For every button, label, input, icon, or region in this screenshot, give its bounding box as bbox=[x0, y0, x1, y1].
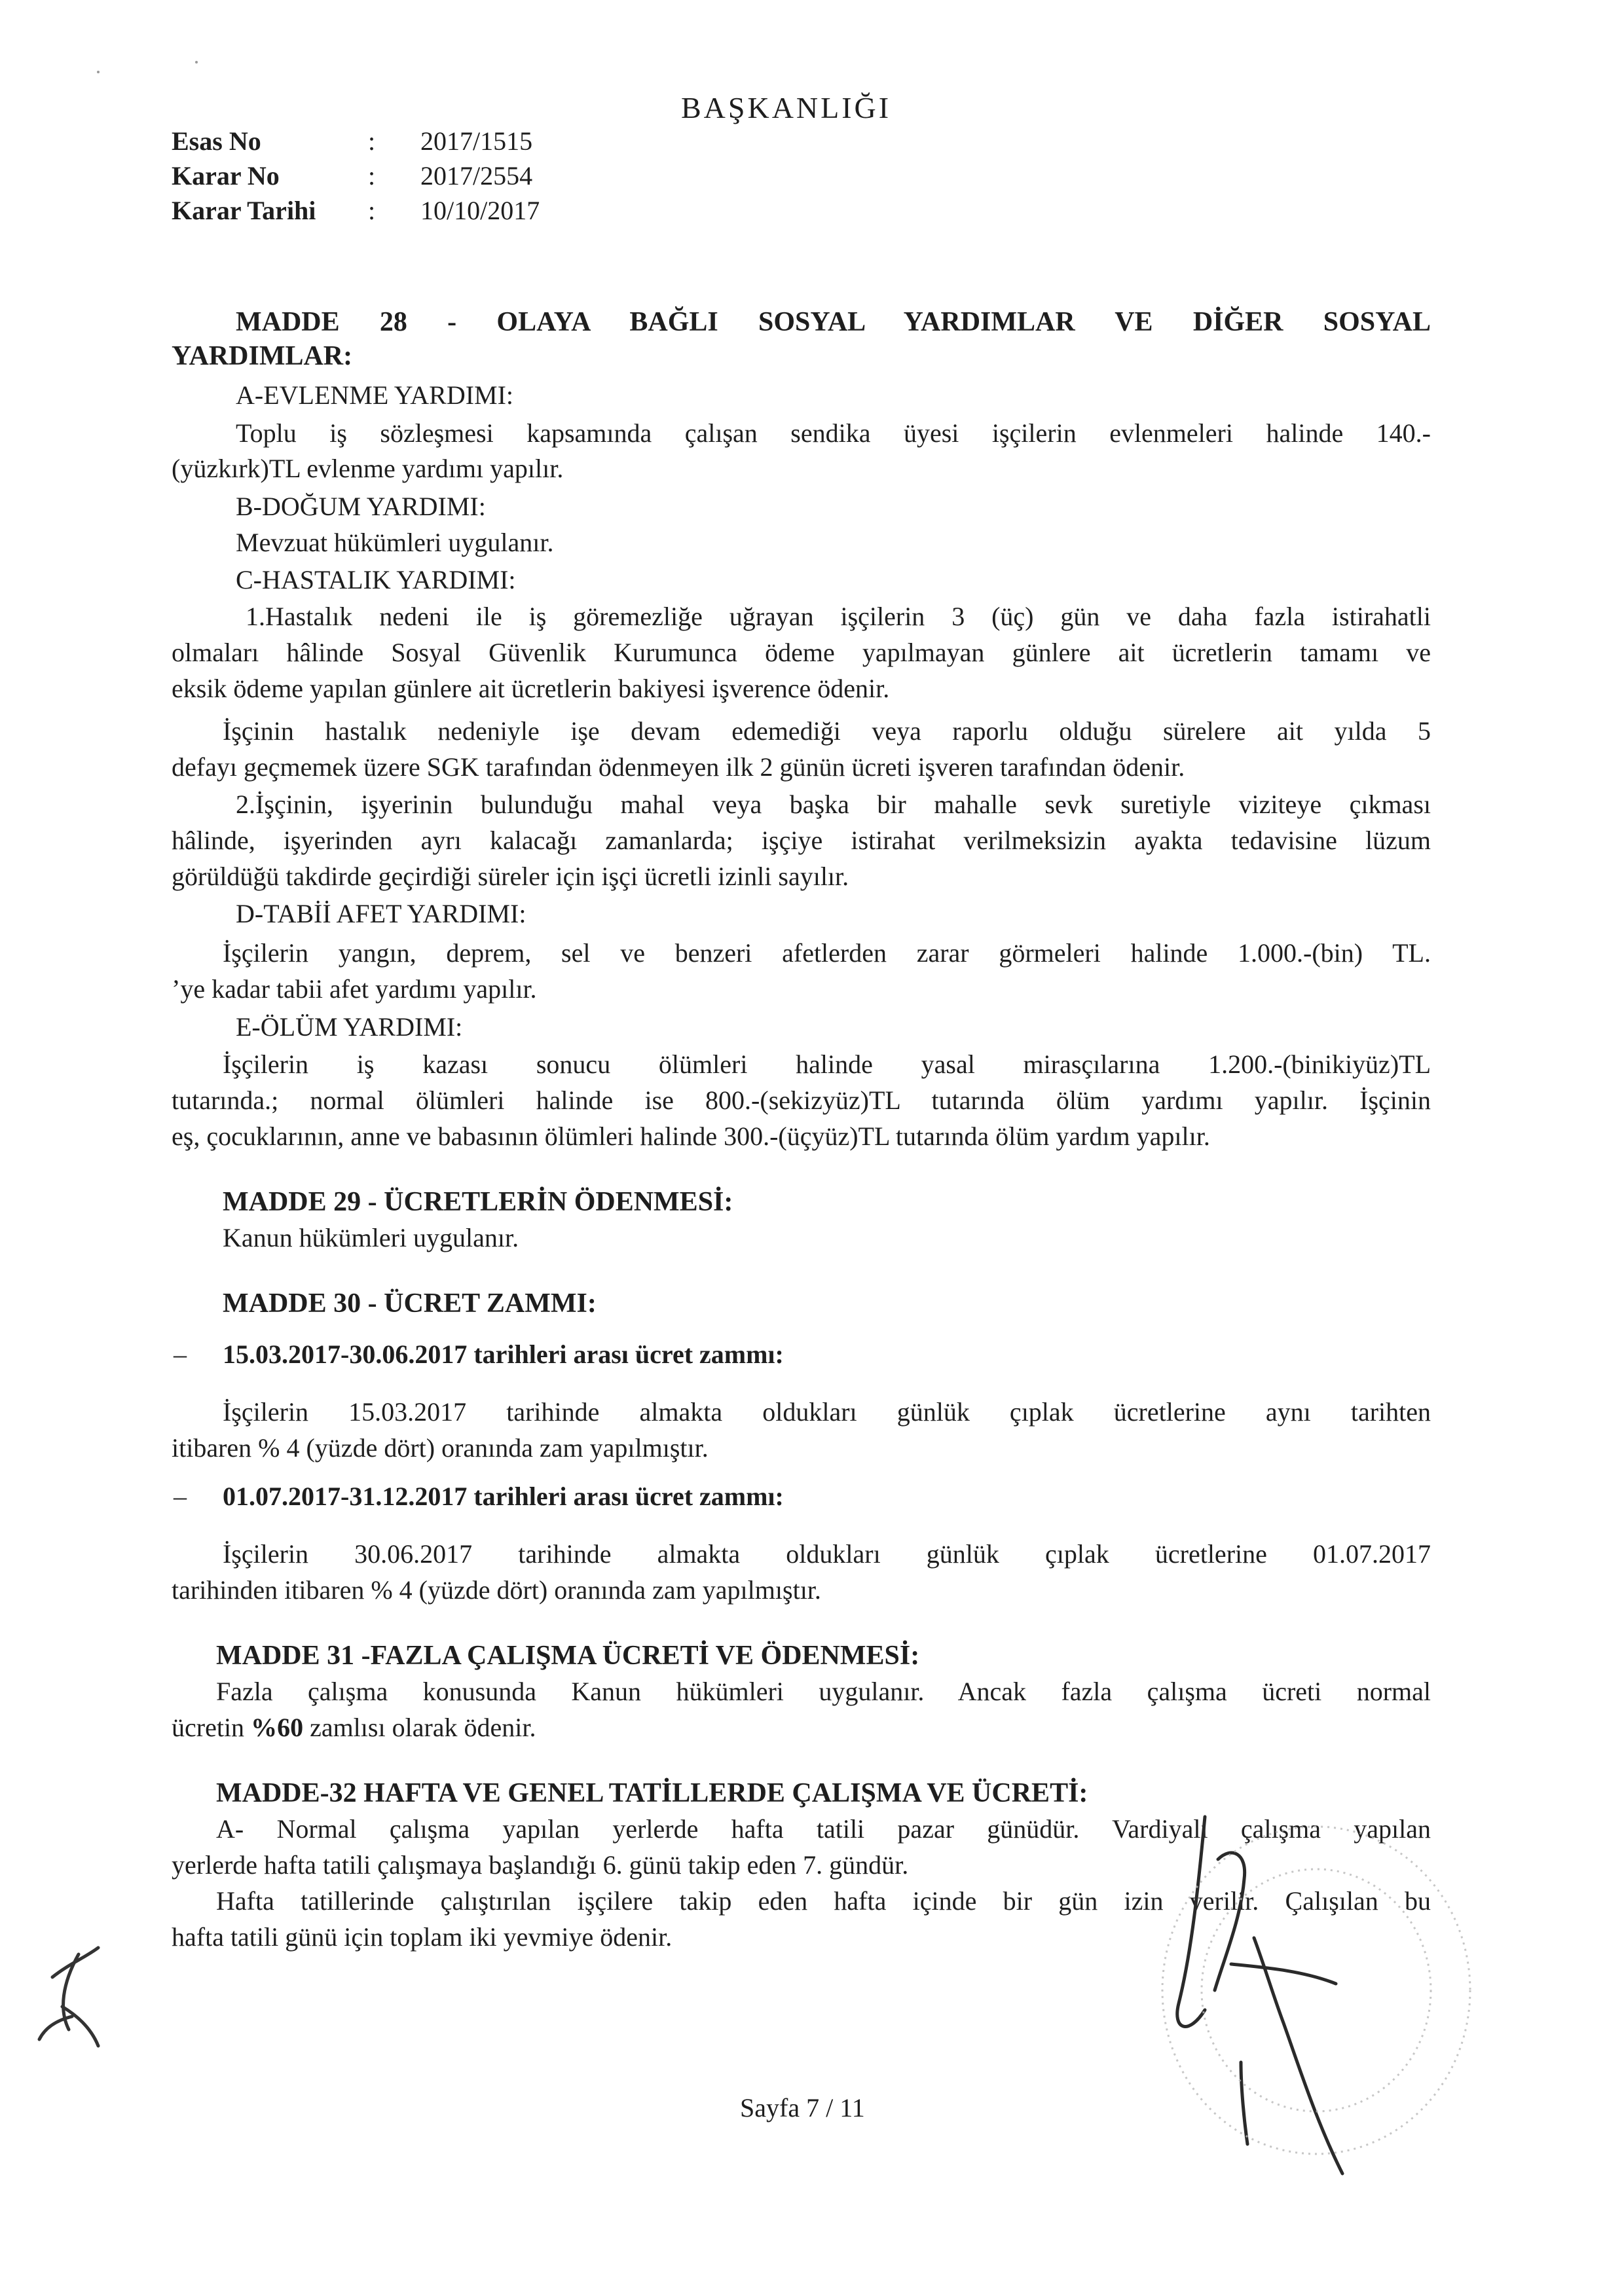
decision-date-label: Karar Tarihi bbox=[172, 196, 316, 225]
article-31-heading: MADDE 31 -FAZLA ÇALIŞMA ÜCRETİ VE ÖDENMESİ: bbox=[216, 1641, 920, 1671]
organization-title: BAŞKANLIĞI bbox=[681, 91, 892, 124]
decision-number-value: 2017/2554 bbox=[420, 161, 533, 191]
raise-period-2-title: 01.07.2017-31.12.2017 tarihleri arası ücret zammı: bbox=[223, 1482, 784, 1511]
separator: : bbox=[368, 196, 376, 225]
paragraph-line: eksik ödeme yapılan günlere ait ücretlerin bakiyesi işverence ödenir. bbox=[172, 674, 890, 703]
section-a-title: A-EVLENME YARDIMI: bbox=[236, 380, 514, 410]
paragraph-line: Toplu iş sözleşmesi kapsamında çalışan sendika üyesi işçilerin evlenmeleri halinde 140.- bbox=[236, 418, 1431, 448]
paragraph-line: Kanun hükümleri uygulanır. bbox=[223, 1223, 519, 1252]
article-32-heading: MADDE-32 HAFTA VE GENEL TATİLLERDE ÇALIŞMA VE ÜCRETİ: bbox=[216, 1778, 1088, 1808]
stamp bbox=[1162, 1827, 1470, 2154]
bullet-dash: – bbox=[174, 1482, 187, 1511]
paragraph-line: eş, çocuklarının, anne ve babasının ölümleri halinde 300.-(üçyüz)TL tutarında ölüm yardım yapılır. bbox=[172, 1121, 1210, 1151]
section-c-title: C-HASTALIK YARDIMI: bbox=[236, 565, 516, 594]
paragraph-line: Mevzuat hükümleri uygulanır. bbox=[236, 528, 554, 557]
percentage-value: %60 bbox=[251, 1713, 304, 1742]
paragraph-line: İşçilerin yangın, deprem, sel ve benzeri afetlerden zarar görmeleri halinde 1.000.-(bin) TL. bbox=[223, 938, 1431, 968]
case-number-label: Esas No bbox=[172, 126, 261, 156]
paragraph-line: olmaları hâlinde Sosyal Güvenlik Kurumunca ödeme yapılmayan günlere ait ücretlerin tamamı ve bbox=[172, 638, 1431, 667]
case-number-value: 2017/1515 bbox=[420, 126, 533, 156]
text-fragment: ücretin bbox=[172, 1713, 251, 1742]
speck bbox=[195, 61, 198, 64]
paragraph-line: A- Normal çalışma yapılan yerlerde hafta tatili pazar günüdür. Vardiyalı çalışma yapılan bbox=[216, 1814, 1431, 1844]
paragraph-line: 1.Hastalık nedeni ile iş göremezliğe uğrayan işçilerin 3 (üç) gün ve daha fazla istirahatli bbox=[246, 602, 1431, 631]
paragraph-line: hafta tatili günü için toplam iki yevmiye ödenir. bbox=[172, 1922, 673, 1952]
article-30-heading: MADDE 30 - ÜCRET ZAMMI: bbox=[223, 1288, 597, 1319]
paragraph-line: Fazla çalışma konusunda Kanun hükümleri uygulanır. Ancak fazla çalışma ücreti normal bbox=[216, 1677, 1431, 1706]
decision-date-value: 10/10/2017 bbox=[420, 196, 540, 225]
paragraph-line: tarihinden itibaren % 4 (yüzde dört) oranında zam yapılmıştır. bbox=[172, 1575, 821, 1605]
paragraph-line: İşçilerin 15.03.2017 tarihinde almakta oldukları günlük çıplak ücretlerine aynı tarihten bbox=[223, 1397, 1431, 1427]
paragraph-line: hâlinde, işyerinden ayrı kalacağı zamanlarda; işçiye istirahat verilmeksizin ayakta tedavisine lüzum bbox=[172, 826, 1431, 855]
page-number: Sayfa 7 / 11 bbox=[740, 2093, 865, 2123]
paragraph-line: ’ye kadar tabii afet yardımı yapılır. bbox=[172, 974, 537, 1004]
text-fragment: zamlısı olarak ödenir. bbox=[303, 1713, 536, 1742]
decision-number-label: Karar No bbox=[172, 161, 280, 191]
bullet-dash: – bbox=[174, 1339, 187, 1369]
section-e-title: E-ÖLÜM YARDIMI: bbox=[236, 1012, 463, 1042]
article-29-heading: MADDE 29 - ÜCRETLERİN ÖDENMESİ: bbox=[223, 1187, 733, 1217]
paragraph-line: yerlerde hafta tatili çalışmaya başlandığı 6. günü takip eden 7. gündür. bbox=[172, 1850, 909, 1880]
signature bbox=[1177, 1817, 1342, 2174]
paragraph-line: İşçilerin iş kazası sonucu ölümleri halinde yasal mirasçılarına 1.200.-(binikiyüz)TL bbox=[223, 1049, 1431, 1079]
section-b-title: B-DOĞUM YARDIMI: bbox=[236, 492, 486, 521]
raise-period-1-title: 15.03.2017-30.06.2017 tarihleri arası ücret zammı: bbox=[223, 1339, 784, 1369]
section-d-title: D-TABİİ AFET YARDIMI: bbox=[236, 899, 526, 928]
paragraph-line: 2.İşçinin, işyerinin bulunduğu mahal veya başka bir mahalle sevk suretiyle viziteye çıkması bbox=[236, 790, 1431, 819]
speck bbox=[97, 71, 100, 73]
paragraph-line: Hafta tatillerinde çalıştırılan işçilere takip eden hafta içinde bir gün izin verilir. Çalışılan bu bbox=[216, 1886, 1431, 1916]
paragraph-line: tutarında.; normal ölümleri halinde ise 800.-(sekizyüz)TL tutarında ölüm yardımı yapılır. İşçinin bbox=[172, 1085, 1431, 1115]
paragraph-line: görüldüğü takdirde geçirdiği süreler için işçi ücretli izinli sayılır. bbox=[172, 862, 849, 891]
article-28-heading-line1: MADDE 28 - OLAYA BAĞLI SOSYAL YARDIMLAR VE DİĞER SOSYAL bbox=[236, 307, 1431, 337]
paragraph-line: İşçinin hastalık nedeniyle işe devam edemediği veya raporlu olduğu sürelere ait yılda 5 bbox=[223, 716, 1431, 746]
paragraph-line: defayı geçmemek üzere SGK tarafından ödenmeyen ilk 2 günün ücreti işveren tarafından ödenir. bbox=[172, 752, 1185, 782]
paragraph-line: İşçilerin 30.06.2017 tarihinde almakta oldukları günlük çıplak ücretlerine 01.07.2017 bbox=[223, 1539, 1431, 1569]
separator: : bbox=[368, 126, 376, 156]
paragraph-line: (yüzkırk)TL evlenme yardımı yapılır. bbox=[172, 454, 564, 483]
margin-initials bbox=[39, 1948, 98, 2046]
separator: : bbox=[368, 161, 376, 191]
article-28-heading-line2: YARDIMLAR: bbox=[172, 341, 353, 371]
paragraph-line: itibaren % 4 (yüzde dört) oranında zam yapılmıştır. bbox=[172, 1433, 709, 1463]
